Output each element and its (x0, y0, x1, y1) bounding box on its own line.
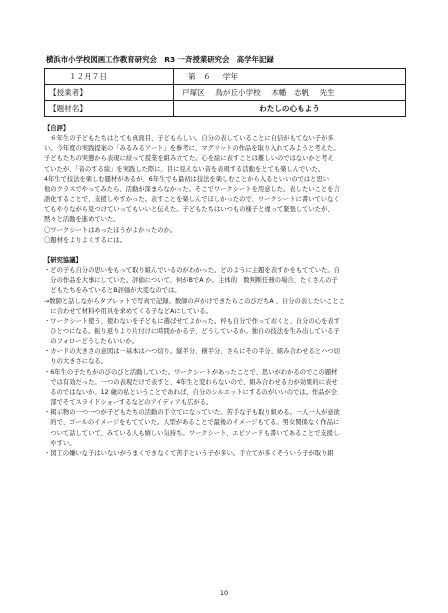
text-line: 〇ワークシートはあったほうがよかったのか。 (44, 226, 177, 234)
lesson-date: １２月７日 (45, 69, 174, 85)
text-line: 黙々と活動を進めていた。 (44, 216, 120, 224)
text-line: りの大きさになる。 (44, 358, 107, 366)
text-line: 子どもたちの実態から表現に絞って授業を組み立てた。心を絵に表すことは難しいのではないかと考え (44, 155, 334, 163)
district: 戸塚区 (182, 88, 205, 97)
text-line: やすい。 (44, 439, 76, 447)
text-line: 他のクラスでやってみたら、活動が深まらなかった。そこでワークシートを用意した。表したいことを言 (44, 185, 340, 193)
theme-title: わたしの心もよう (174, 101, 406, 117)
text-line: ・ワークシート使う、使わないを子どもに選ばせてよかった。枠も自分で作っておくと、自分の心を表す (44, 317, 340, 325)
self-review-section (44, 134, 408, 246)
text-line: ていたが、「音のする絵」を実践した際に、目に見えない音を表現する活動をとても楽しんでいた。 (44, 165, 325, 173)
report-body (44, 124, 408, 459)
text-line: い。今年度の実践提案の「みるみるアート」を参考に、マグリットの作品を取り入れてみようと考えた。 (44, 145, 340, 153)
teacher-label: 【授業者】 (45, 85, 174, 101)
text-line: ・図工の嫌いな子はいないがうまくできなくて苦手という子が多い。手立てが多くそういう子が取り組 (44, 449, 334, 457)
self-review-heading: 【自評】 (44, 125, 70, 132)
text-line: 部でそてスライドショーするなどのアイディアも広がる。 (44, 399, 213, 407)
teacher-name: 木幡 志帆 (271, 88, 310, 97)
discussion-heading: 【研究協議】 (44, 256, 82, 264)
text-line: ・どの子も自分の思いをもって取り組んでいるのがわかった。どのように主題を表すかをもてていた。自 (44, 267, 340, 275)
text-line: 分の作品を大事にしていた。評価について、何がBでA か。主体的 数判断任務の場合、たくさんの子 (44, 277, 338, 285)
teacher-cell (174, 85, 406, 101)
text-line: 4年生で技法を楽しむ題材があるが、6年生でも最初は技法を楽しむことから入るといいのではと思い (44, 175, 330, 183)
text-line: のフォローどうしたらいいか。 (44, 338, 139, 346)
text-line: ついて話していて、みている人も嬉しい気持ち。ワークシート、エピソードも書いてあることで支援し (44, 429, 340, 437)
text-line: 的で、ゴールのイメージをもてていた。人型があることで最後のイメージもてる。男女関係なく作品に (44, 419, 340, 427)
theme-label: 【題材名】 (45, 101, 174, 117)
text-line: ６年生の子どもたちはとても真面目、子どもらしい。自分の表していることに自信がもてない子が多 (44, 135, 334, 143)
text-line: ・掲示物の一つ一つが子どもたちの活動の手立てになっていた。苦手な子も取り組める。一人一人が意欲 (44, 409, 340, 417)
honorific: 先生 (319, 88, 335, 97)
text-line: 〇題材をよりよくするには。 (44, 236, 126, 244)
document-title: 横浜市小学校図画工作教育研究会 R3 一斉授業研究会 高学年記録 (46, 55, 274, 64)
date-grade-row (45, 69, 406, 85)
theme-row (45, 101, 406, 117)
school-name: 鳥が丘小学校 (215, 88, 261, 97)
text-line: どもたちをみているとB評価が大変なのでは。 (44, 287, 181, 295)
text-line: に合わせて材料や用具を求めてくる子などAにしている。 (44, 307, 213, 315)
grade-cell (174, 69, 406, 85)
text-line: ・カードの大きさの意図は一基本はハつ切り。縦半分、横半分、さらにその半分、組み合わせるとハつ切 (44, 348, 340, 356)
text-line: 語化することで、支援しやすかった。表すことを楽しんでほしかったので、ワークシートに書いていなく (44, 196, 340, 204)
text-line: ・6年生の子たちがのびのびと活動していた。ワークシートがあったことで、思いがわかるのでこの題材 (44, 368, 338, 376)
grade-number: 第 ６ (188, 72, 211, 81)
text-line: てもやりながら見つけていってもいいと伝えた。子どもたちはいつもの様子と違って緊張していたが、 (44, 206, 334, 214)
page-number: 10 (219, 589, 229, 597)
lesson-info-table (44, 68, 406, 117)
text-line: ひとつになる。振り返りより片付けに時間かかる子、どうしているか。独自の技法を生み出している子 (44, 327, 340, 335)
teacher-row (45, 85, 406, 101)
text-line: では有効だった。一つの表現だけで表すと、4年生と変わらないので、組み合わせる力が効果的に表せ (44, 378, 338, 386)
discussion-section (44, 266, 408, 459)
text-line: →数師と話しながらタブレットで写真で記録。数師の声かけできたらこのびだちA 、自分の表したいことこ (44, 297, 345, 305)
grade-word: 学年 (222, 72, 238, 81)
text-line: るのではないか。12 歳の私ということであれば、自分のシルエットにするのがいいのでは。作品が全 (44, 388, 338, 396)
